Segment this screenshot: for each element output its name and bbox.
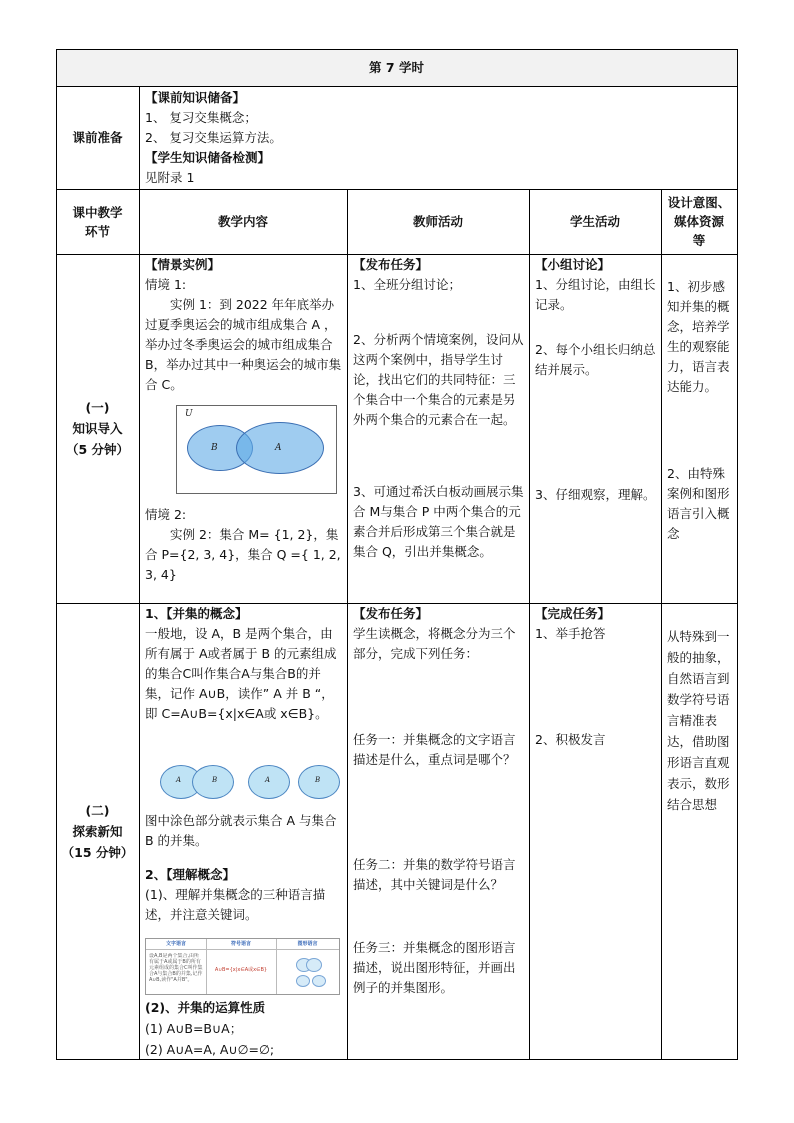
mini-header: 符号语言 [230,941,251,947]
mini-symbol-cell: A∪B={x|x∈A或x∈B} [214,967,268,973]
property-item: (2) A∪A=A, A∪∅=∅; [145,1042,275,1057]
section2-properties [145,997,343,1060]
student-step: 1、分组讨论，由组长记录。 [535,277,656,312]
header-design: 设计意图、 媒体资源 等 [667,195,731,248]
teacher-task: 任务一：并集概念的文字语言描述是什么，重点词是哪个？ [353,732,516,767]
three-language-table [145,938,340,995]
mini-graphic-cell [286,953,331,991]
prep-line: 【课前知识储备】 [145,90,246,105]
section1-student [535,255,657,315]
section2-student [535,604,657,644]
venn-diagram-union [176,405,337,494]
prep-line: 1、 复习交集概念； [145,110,257,125]
teacher-intro: 学生读概念，将概念分为三个部分，完成下列任务： [353,626,516,661]
union-definition: 一般地，设 A，B 是两个集合，由所有属于 A或者属于 B 的元素组成 的集合C叫作集合A与集合B的并集，记作 A∪B，读作” A 并 B “，即 C=A∪B={x|x∈A或 x∈B}。 [145,626,337,721]
teacher-step: 2、分析两个情境案例，设问从这两个案例中，指导学生讨论，找出它们的共同特征：三个集合中一个集合的元素是另外两个集合的元素合在一起。 [353,332,524,427]
section1-content [145,255,343,395]
header-teacher: 教师活动 [412,214,463,229]
venn-b-label: B [212,776,218,784]
header-student: 学生活动 [569,214,620,229]
prep-content [145,88,730,188]
prep-line: 2、 复习交集运算方法。 [145,130,282,145]
teacher-task: 任务二：并集的数学符号语言描述，其中关键词是什么？ [353,857,516,892]
teacher-step: 1、全班分组讨论； [353,277,461,292]
mini-header: 图形语言 [297,941,318,947]
mini-header: 文字语言 [165,941,186,947]
venn-b-label: B [315,776,321,784]
content-heading: 2、【理解概念】 [145,867,235,882]
venn-a-label: A [176,776,182,784]
section2-teacher [353,604,525,664]
student-step: 3、仔细观察，理解。 [535,487,656,502]
section1-label: (一) 知识导入 （5 分钟） [65,400,130,457]
case1-text: 实例 1：到 2022 年年底举办过夏季奥运会的城市组成集合 A ，举办过冬季奥运会的城市组成集合 B，举办过其中一种奥运会的城市集合 C。 [145,297,342,392]
venn-a-label: A [265,776,271,784]
understand-text: (1)、理解并集概念的三种语言描述，并注意关键词。 [145,887,326,922]
case1-title: 情境 1: [145,277,187,292]
teacher-task: 任务三：并集概念的图形语言描述，说出图形特征，并画出例子的并集图形。 [353,940,516,995]
student-heading: 【完成任务】 [535,606,611,621]
property-item: (1) A∪B=B∪A； [145,1021,243,1036]
section2-content [145,604,343,724]
section1-design: 2、由特殊案例和图形语言引入概念 [667,466,730,541]
student-heading: 【小组讨论】 [535,257,611,272]
section2-content-b [145,811,343,925]
section1-teacher [353,255,525,295]
teacher-heading: 【发布任务】 [353,606,429,621]
section1-design: 1、初步感知并集的概念，培养学生的观察能力，语言表达能力。 [667,279,730,394]
prep-line: 见附录 1 [145,170,195,185]
venn-a-label: A [275,443,282,453]
teacher-heading: 【发布任务】 [353,257,429,272]
venn-diagram-pair [160,762,340,802]
header-content: 教学内容 [217,214,268,229]
section2-design: 从特殊到一般的抽象，自然语言到数学符号语言精准表达，借助图形语言直观表示，数形结合思想 [667,629,730,812]
case2-text: 实例 2：集合 M= {1, 2}，集合 P={2, 3, 4}，集合 Q ={ 1, 2, 3, 4} [145,527,341,582]
shade-description: 图中涂色部分就表示集合 A 与集合 B 的并集。 [145,813,337,848]
header-phase: 课中教学 环节 [72,204,123,239]
student-step: 2、积极发言 [535,732,606,747]
prep-line: 【学生知识储备检测】 [145,150,271,165]
venn-b-label: B [211,443,218,453]
prep-label: 课前准备 [72,130,123,145]
content-heading: 【情景实例】 [145,257,221,272]
section1-content-case2 [145,505,343,585]
student-step: 2、每个小组长归纳总结并展示。 [535,342,656,377]
lesson-title: 第 7 学时 [369,60,424,75]
teacher-step: 3、可通过希沃白板动画展示集合 M与集合 P 中两个集合的元素合并后形成第三个集合就是集合 Q，引出并集概念。 [353,484,524,559]
student-step: 1、举手抢答 [535,626,606,641]
content-heading: 1、【并集的概念】 [145,606,248,621]
property-title: (2)、并集的运算性质 [145,1000,266,1015]
case2-title: 情境 2: [145,507,187,522]
section2-label: (二) 探索新知 （15 分钟） [61,802,134,860]
mini-text-cell: 设A,B是两个集合,由所有属于A或属于B的所有元素组成的集合C叫作集合A与集合B的并集,记作A∪B,读作"A并B"。 [149,953,203,983]
venn-universe-label: U [185,409,193,419]
